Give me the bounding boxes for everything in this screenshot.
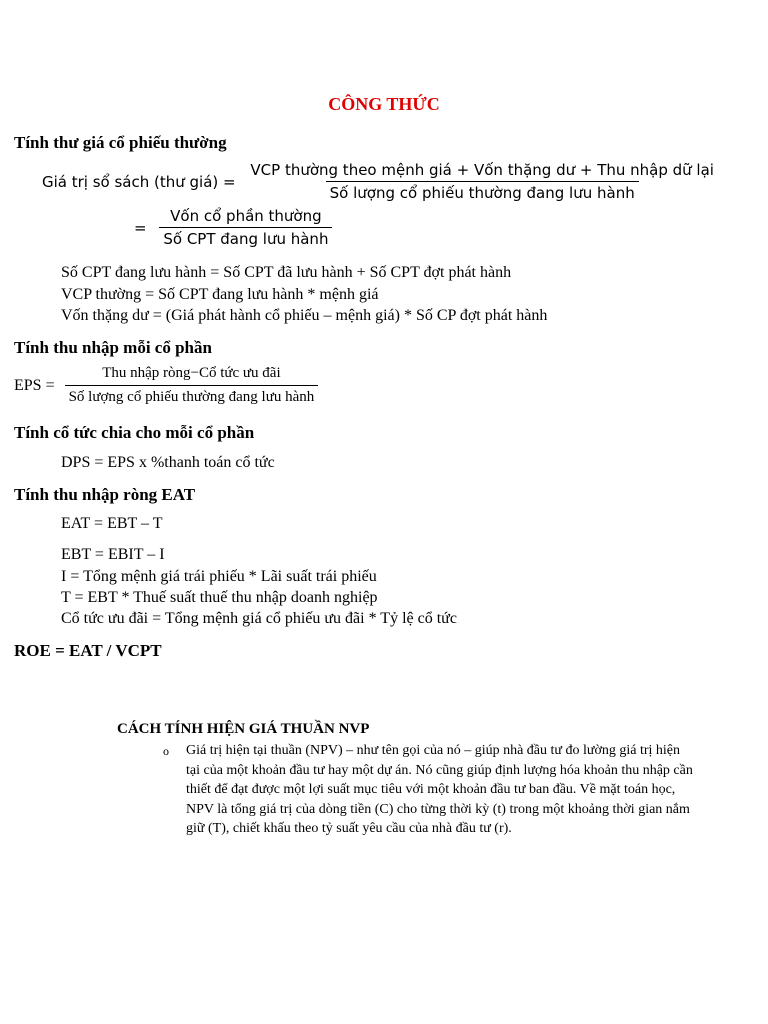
eat-line: Cổ tức ưu đãi = Tổng mệnh giá cổ phiếu ưu đãi * Tỷ lệ cổ tức [61,610,457,627]
page-title: CÔNG THỨC [328,94,440,114]
fraction-denominator: Số lượng cổ phiếu thường đang lưu hành [65,385,319,406]
book-value-formula-2 [134,207,332,248]
book-value-fraction-1 [246,161,718,202]
eps-lhs: EPS = [14,376,55,394]
book-value-line: VCP thường = Số CPT đang lưu hành * mệnh giá [61,286,379,303]
heading-book-value: Tính thư giá cổ phiếu thường [14,133,227,152]
dps-formula: DPS = EPS x %thanh toán cổ tức [61,454,275,471]
eps-formula [14,365,318,406]
eat-line: EAT = EBT – T [61,515,163,532]
heading-eat: Tính thu nhập ròng EAT [14,485,196,504]
fraction-numerator: Vốn cổ phần thường [170,207,322,225]
equals-sign: = [134,218,147,237]
book-value-fraction-2 [159,207,332,248]
roe-formula: ROE = EAT / VCPT [14,641,162,660]
heading-dps: Tính cổ tức chia cho mỗi cổ phần [14,423,255,442]
eat-line: EBT = EBIT – I [61,546,165,563]
book-value-line: Số CPT đang lưu hành = Số CPT đã lưu hành + Số CPT đợt phát hành [61,264,512,281]
eat-line: I = Tổng mệnh giá trái phiếu * Lãi suất trái phiếu [61,568,377,585]
heading-eps: Tính thu nhập mỗi cổ phần [14,338,212,357]
fraction-denominator: Số CPT đang lưu hành [159,227,332,248]
book-value-line: Vốn thặng dư = (Giá phát hành cổ phiếu – mệnh giá) * Số CP đợt phát hành [61,307,548,324]
fraction-numerator: VCP thường theo mệnh giá + Vốn thặng dư + Thu nhập dữ lại [250,161,714,179]
npv-paragraph: Giá trị hiện tại thuần (NPV) – như tên gọi của nó – giúp nhà đầu tư đo lường giá trị hiện tại của một khoản đầu tư hay một dự án. Nó cũng giúp định lượng hóa khoản thu nhập cần thiết để đạt được một lợi suất mục tiêu với một khoản đầu tư ban đầu. Về mặt toán học, NPV là tổng giá trị của dòng tiền (C) cho từng thời kỳ (t) trong một khoảng thời gian nắm giữ (T), chiết khấu theo tỷ suất yêu cầu của nhà đầu tư (r). [186,743,693,836]
fraction-denominator: Số lượng cổ phiếu thường đang lưu hành [326,181,639,202]
book-value-lhs: Giá trị sổ sách (thư giá) = [42,172,236,191]
heading-npv: CÁCH TÍNH HIỆN GIÁ THUẦN NVP [117,721,370,737]
eps-fraction [65,365,319,406]
eat-line: T = EBT * Thuế suất thuế thu nhập doanh nghiệp [61,589,378,606]
bullet-circle-icon: o [163,744,169,758]
book-value-formula-1 [42,161,718,202]
fraction-numerator: Thu nhập ròng−Cổ tức ưu đãi [102,365,281,381]
